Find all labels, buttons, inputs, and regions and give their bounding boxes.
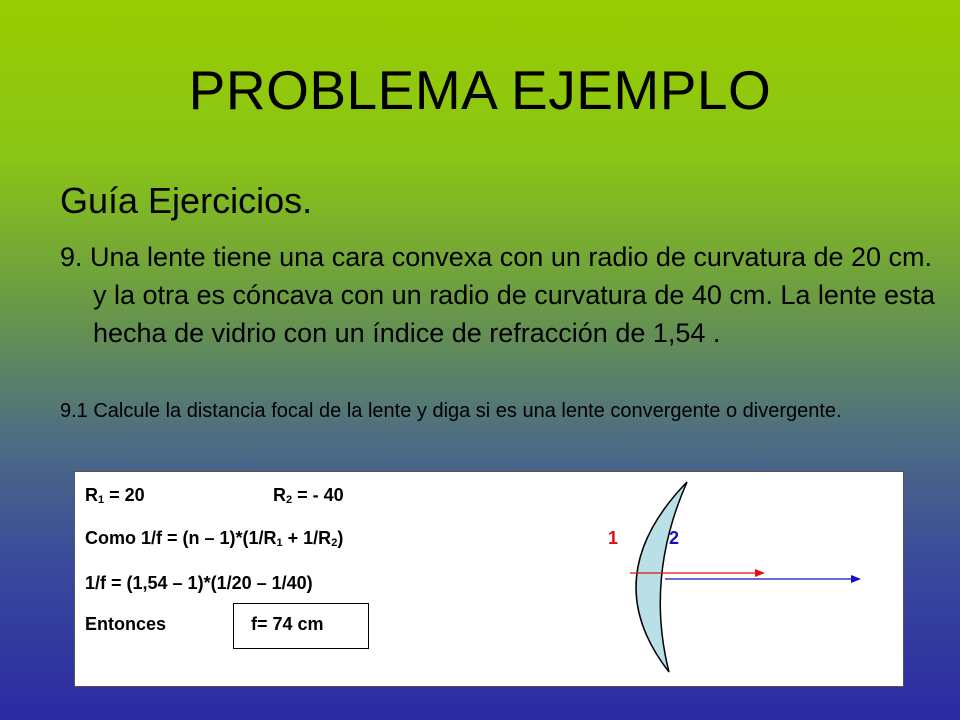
r2-subscript: 2	[286, 494, 293, 506]
face-1-label: 1	[608, 528, 619, 548]
r2-number: = - 40	[292, 485, 344, 505]
solution-panel	[74, 471, 904, 687]
formula-substitution: 1/f = (1,54 – 1)*(1/20 – 1/40)	[85, 573, 313, 593]
lens-diagram	[75, 472, 903, 686]
r1-number: = 20	[104, 485, 145, 505]
transmitted-ray-arrowhead	[851, 575, 861, 583]
r1-subscript: 1	[98, 494, 105, 506]
then-label: Entonces	[85, 614, 167, 634]
formula-sub-2: 2	[331, 537, 338, 549]
face-2-label: 2	[669, 528, 680, 548]
slide-subtitle: Guía Ejercicios.	[60, 180, 313, 221]
incident-ray-arrowhead	[755, 569, 765, 577]
question-statement: 9.1 Calcule la distancia focal de la lente y diga si es una lente convergente o divergente.	[60, 400, 842, 422]
focal-length-result: f= 74 cm	[251, 614, 324, 634]
formula-part-b: + 1/R	[282, 528, 332, 548]
formula-sub-1: 1	[276, 537, 283, 549]
r1-symbol: R	[85, 485, 98, 505]
problem-statement: 9. Una lente tiene una cara convexa con un radio de curvatura de 20 cm. y la otra es cóncava con un radio de curvatura de 40 cm. La lente esta hecha de vidrio con un índice de refracción de 1,54 .	[60, 242, 935, 348]
formula-part-a: Como 1/f = (n – 1)*(1/R	[85, 528, 277, 548]
formula-part-c: )	[337, 528, 344, 548]
r2-symbol: R	[273, 485, 286, 505]
slide-title: PROBLEMA EJEMPLO	[188, 59, 772, 121]
meniscus-lens	[636, 482, 687, 672]
